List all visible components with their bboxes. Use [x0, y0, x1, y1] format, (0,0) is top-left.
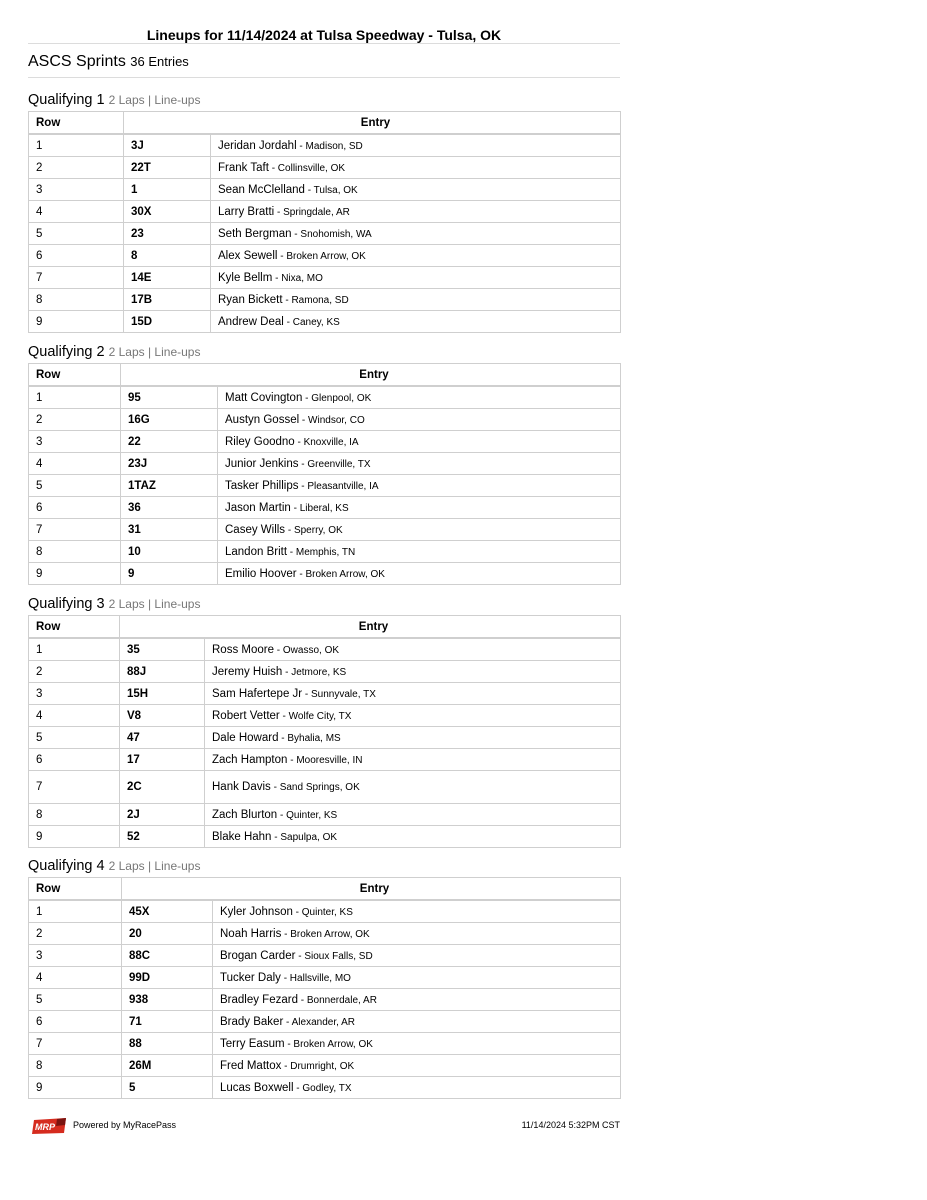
- section-title: Qualifying 1: [28, 92, 105, 108]
- driver-hometown: - Drumright, OK: [281, 1060, 355, 1072]
- car-number: 1TAZ: [121, 475, 218, 497]
- row-number: 2: [29, 923, 122, 945]
- row-number: 5: [29, 727, 120, 749]
- driver-name: Landon Britt: [225, 545, 288, 558]
- row-number: 2: [29, 409, 121, 431]
- row-column-header: Row: [29, 878, 122, 901]
- row-number: 9: [29, 1077, 122, 1099]
- driver-name: Junior Jenkins: [225, 457, 299, 470]
- car-number: 95: [121, 386, 218, 409]
- car-number: V8: [120, 705, 205, 727]
- driver-cell: [205, 705, 621, 727]
- qualifying-section: [28, 594, 620, 848]
- driver-cell: [218, 541, 621, 563]
- driver-hometown: - Tulsa, OK: [304, 184, 358, 196]
- car-number: 10: [121, 541, 218, 563]
- driver-cell: [213, 945, 621, 967]
- driver-name: Zach Hampton: [212, 753, 288, 766]
- section-title: Qualifying 3: [28, 596, 105, 612]
- timestamp: 11/14/2024 5:32PM CST: [521, 1120, 620, 1130]
- driver-hometown: - Broken Arrow, OK: [296, 568, 385, 580]
- table-header-row: [29, 878, 621, 901]
- driver-name: Kyler Johnson: [220, 905, 293, 918]
- row-number: 7: [29, 519, 121, 541]
- driver-cell: [213, 989, 621, 1011]
- row-number: 9: [29, 311, 124, 333]
- row-number: 2: [29, 157, 124, 179]
- lineup-table: [28, 615, 621, 848]
- driver-cell: [213, 923, 621, 945]
- driver-cell: [218, 563, 621, 585]
- driver-cell: [218, 409, 621, 431]
- driver-hometown: - Snohomish, WA: [291, 228, 372, 240]
- car-number: 22T: [124, 157, 211, 179]
- driver-cell: [211, 179, 621, 201]
- driver-cell: [205, 683, 621, 705]
- driver-cell: [205, 638, 621, 661]
- row-number: 4: [29, 705, 120, 727]
- driver-hometown: - Madison, SD: [296, 140, 363, 152]
- driver-cell: [211, 289, 621, 311]
- driver-cell: [211, 134, 621, 157]
- title-divider: [28, 43, 620, 44]
- driver-name: Riley Goodno: [225, 435, 295, 448]
- driver-hometown: - Knoxville, IA: [294, 436, 359, 448]
- car-number: 5: [122, 1077, 213, 1099]
- driver-hometown: - Ramona, SD: [282, 294, 349, 306]
- driver-cell: [211, 245, 621, 267]
- driver-name: Sam Hafertepe Jr: [212, 687, 303, 700]
- driver-name: Ryan Bickett: [218, 293, 283, 306]
- car-number: 35: [120, 638, 205, 661]
- table-row: [29, 804, 621, 826]
- driver-cell: [205, 727, 621, 749]
- table-row: [29, 267, 621, 289]
- row-number: 7: [29, 1033, 122, 1055]
- table-row: [29, 201, 621, 223]
- row-number: 8: [29, 541, 121, 563]
- table-row: [29, 134, 621, 157]
- qualifying-section: [28, 856, 620, 1099]
- car-number: 15H: [120, 683, 205, 705]
- table-header-row: [29, 364, 621, 387]
- driver-name: Brogan Carder: [220, 949, 296, 962]
- driver-name: Tasker Phillips: [225, 479, 299, 492]
- driver-name: Jason Martin: [225, 501, 291, 514]
- driver-cell: [211, 223, 621, 245]
- row-number: 1: [29, 900, 122, 923]
- driver-cell: [211, 311, 621, 333]
- section-heading: [28, 856, 620, 877]
- driver-hometown: - Liberal, KS: [290, 502, 349, 514]
- driver-cell: [213, 967, 621, 989]
- page-title: Lineups for 11/14/2024 at Tulsa Speedway - Tulsa, OK: [146, 27, 502, 43]
- driver-hometown: - Windsor, CO: [299, 414, 365, 426]
- car-number: 1: [124, 179, 211, 201]
- table-row: [29, 519, 621, 541]
- row-number: 1: [29, 134, 124, 157]
- table-row: [29, 289, 621, 311]
- row-number: 3: [29, 683, 120, 705]
- row-number: 9: [29, 563, 121, 585]
- driver-name: Bradley Fezard: [220, 993, 298, 1006]
- driver-name: Jeremy Huish: [212, 665, 283, 678]
- driver-name: Robert Vetter: [212, 709, 280, 722]
- powered-by-text: Powered by MyRacePass: [73, 1120, 177, 1130]
- qualifying-section: [28, 90, 620, 333]
- driver-hometown: - Wolfe City, TX: [279, 710, 352, 722]
- footer: [28, 1113, 620, 1137]
- row-number: 4: [29, 453, 121, 475]
- driver-hometown: - Alexander, AR: [283, 1016, 355, 1028]
- driver-name: Lucas Boxwell: [220, 1081, 294, 1094]
- car-number: 99D: [122, 967, 213, 989]
- table-row: [29, 705, 621, 727]
- row-number: 6: [29, 245, 124, 267]
- table-row: [29, 541, 621, 563]
- driver-name: Hank Davis: [212, 781, 271, 793]
- car-number: 23J: [121, 453, 218, 475]
- driver-name: Austyn Gossel: [225, 413, 300, 426]
- driver-hometown: - Byhalia, MS: [278, 732, 341, 744]
- car-number: 71: [122, 1011, 213, 1033]
- driver-name: Noah Harris: [220, 927, 282, 940]
- myracepass-logo-icon: [30, 1117, 68, 1135]
- car-number: 36: [121, 497, 218, 519]
- driver-cell: [211, 157, 621, 179]
- table-row: [29, 563, 621, 585]
- section-subtitle: 2 Laps | Line-ups: [108, 597, 201, 611]
- driver-cell: [218, 453, 621, 475]
- driver-hometown: - Owasso, OK: [274, 644, 340, 656]
- car-number: 30X: [124, 201, 211, 223]
- table-row: [29, 771, 621, 804]
- driver-cell: [205, 826, 621, 848]
- driver-name: Seth Bergman: [218, 227, 292, 240]
- section-heading: [28, 594, 620, 615]
- entry-column-header: Entry: [122, 878, 621, 901]
- car-number: 16G: [121, 409, 218, 431]
- car-number: 14E: [124, 267, 211, 289]
- table-row: [29, 661, 621, 683]
- driver-hometown: - Sperry, OK: [285, 524, 343, 536]
- driver-hometown: - Quinter, KS: [292, 906, 353, 918]
- row-number: 2: [29, 661, 120, 683]
- car-number: 88J: [120, 661, 205, 683]
- row-number: 4: [29, 201, 124, 223]
- car-number: 9: [121, 563, 218, 585]
- table-row: [29, 311, 621, 333]
- car-number: 88: [122, 1033, 213, 1055]
- qualifying-section: [28, 342, 620, 585]
- driver-cell: [218, 497, 621, 519]
- table-row: [29, 638, 621, 661]
- driver-cell: [205, 804, 621, 826]
- driver-hometown: - Sioux Falls, SD: [295, 950, 373, 962]
- row-number: 6: [29, 497, 121, 519]
- row-number: 6: [29, 1011, 122, 1033]
- driver-hometown: - Broken Arrow, OK: [277, 250, 366, 262]
- driver-name: Zach Blurton: [212, 808, 278, 821]
- table-row: [29, 453, 621, 475]
- row-number: 5: [29, 223, 124, 245]
- driver-name: Sean McClelland: [218, 183, 305, 196]
- driver-cell: [218, 519, 621, 541]
- section-title: Qualifying 4: [28, 858, 105, 874]
- section-heading: [28, 342, 620, 363]
- driver-cell: [205, 771, 621, 804]
- driver-name: Alex Sewell: [218, 249, 278, 262]
- table-row: [29, 1011, 621, 1033]
- driver-cell: [218, 475, 621, 497]
- table-row: [29, 967, 621, 989]
- driver-hometown: - Hallsville, MO: [280, 972, 351, 984]
- car-number: 2C: [120, 771, 205, 804]
- driver-name: Larry Bratti: [218, 205, 275, 218]
- class-divider: [28, 77, 620, 78]
- car-number: 17: [120, 749, 205, 771]
- table-row: [29, 386, 621, 409]
- driver-hometown: - Greenville, TX: [298, 458, 371, 470]
- car-number: 17B: [124, 289, 211, 311]
- driver-hometown: - Glenpool, OK: [302, 392, 372, 404]
- driver-hometown: - Collinsville, OK: [268, 162, 346, 174]
- driver-name: Blake Hahn: [212, 830, 272, 843]
- table-row: [29, 1077, 621, 1099]
- driver-hometown: - Springdale, AR: [274, 206, 350, 218]
- driver-name: Matt Covington: [225, 391, 303, 404]
- row-number: 1: [29, 638, 120, 661]
- table-header-row: [29, 616, 621, 639]
- row-number: 7: [29, 267, 124, 289]
- driver-hometown: - Pleasantville, IA: [298, 480, 379, 492]
- driver-cell: [213, 1055, 621, 1077]
- row-column-header: Row: [29, 616, 120, 639]
- row-number: 3: [29, 179, 124, 201]
- driver-hometown: - Bonnerdale, AR: [297, 994, 377, 1006]
- driver-hometown: - Broken Arrow, OK: [281, 928, 370, 940]
- table-row: [29, 497, 621, 519]
- driver-hometown: - Jetmore, KS: [282, 666, 347, 678]
- driver-name: Casey Wills: [225, 523, 286, 536]
- section-subtitle: 2 Laps | Line-ups: [108, 93, 201, 107]
- driver-hometown: - Memphis, TN: [287, 546, 356, 558]
- driver-hometown: - Sand Springs, OK: [270, 782, 360, 793]
- driver-name: Tucker Daly: [220, 971, 281, 984]
- lineup-table: [28, 111, 621, 333]
- lineup-table: [28, 877, 621, 1099]
- car-number: 26M: [122, 1055, 213, 1077]
- table-row: [29, 683, 621, 705]
- driver-hometown: - Sunnyvale, TX: [302, 688, 376, 700]
- car-number: 2J: [120, 804, 205, 826]
- car-number: 45X: [122, 900, 213, 923]
- table-row: [29, 923, 621, 945]
- driver-cell: [218, 431, 621, 453]
- driver-name: Emilio Hoover: [225, 567, 297, 580]
- driver-hometown: - Sapulpa, OK: [271, 831, 338, 843]
- driver-name: Ross Moore: [212, 643, 274, 656]
- table-row: [29, 223, 621, 245]
- row-number: 3: [29, 431, 121, 453]
- row-number: 4: [29, 967, 122, 989]
- row-number: 5: [29, 989, 122, 1011]
- table-header-row: [29, 112, 621, 135]
- lineup-table: [28, 363, 621, 585]
- car-number: 938: [122, 989, 213, 1011]
- table-row: [29, 245, 621, 267]
- driver-cell: [213, 1077, 621, 1099]
- table-row: [29, 989, 621, 1011]
- section-heading: [28, 90, 620, 111]
- table-row: [29, 431, 621, 453]
- class-heading: [28, 53, 189, 71]
- table-row: [29, 157, 621, 179]
- driver-name: Frank Taft: [218, 161, 269, 174]
- car-number: 52: [120, 826, 205, 848]
- car-number: 23: [124, 223, 211, 245]
- driver-cell: [218, 386, 621, 409]
- car-number: 47: [120, 727, 205, 749]
- table-row: [29, 945, 621, 967]
- row-number: 8: [29, 1055, 122, 1077]
- driver-cell: [213, 900, 621, 923]
- driver-cell: [211, 201, 621, 223]
- driver-hometown: - Quinter, KS: [277, 809, 338, 821]
- driver-hometown: - Broken Arrow, OK: [284, 1038, 373, 1050]
- driver-hometown: - Godley, TX: [293, 1082, 352, 1094]
- section-title: Qualifying 2: [28, 344, 105, 360]
- row-number: 7: [29, 771, 120, 804]
- table-row: [29, 727, 621, 749]
- entry-column-header: Entry: [120, 616, 621, 639]
- class-entries: 36 Entries: [130, 54, 189, 69]
- table-row: [29, 826, 621, 848]
- table-row: [29, 900, 621, 923]
- row-number: 8: [29, 289, 124, 311]
- entry-column-header: Entry: [124, 112, 621, 135]
- svg-text:MRP: MRP: [35, 1122, 55, 1132]
- driver-name: Brady Baker: [220, 1015, 284, 1028]
- driver-name: Jeridan Jordahl: [218, 139, 297, 152]
- row-number: 6: [29, 749, 120, 771]
- driver-name: Kyle Bellm: [218, 271, 273, 284]
- section-subtitle: 2 Laps | Line-ups: [108, 345, 201, 359]
- driver-name: Andrew Deal: [218, 315, 284, 328]
- driver-hometown: - Caney, KS: [283, 316, 340, 328]
- table-row: [29, 1033, 621, 1055]
- driver-name: Fred Mattox: [220, 1059, 282, 1072]
- entry-column-header: Entry: [121, 364, 621, 387]
- row-number: 5: [29, 475, 121, 497]
- driver-name: Terry Easum: [220, 1037, 285, 1050]
- table-row: [29, 179, 621, 201]
- table-row: [29, 409, 621, 431]
- car-number: 22: [121, 431, 218, 453]
- driver-hometown: - Mooresville, IN: [287, 754, 363, 766]
- driver-cell: [205, 749, 621, 771]
- row-number: 3: [29, 945, 122, 967]
- table-row: [29, 749, 621, 771]
- driver-cell: [205, 661, 621, 683]
- class-name: ASCS Sprints: [28, 53, 126, 70]
- driver-hometown: - Nixa, MO: [272, 272, 323, 284]
- row-column-header: Row: [29, 112, 124, 135]
- car-number: 31: [121, 519, 218, 541]
- car-number: 20: [122, 923, 213, 945]
- driver-cell: [211, 267, 621, 289]
- driver-name: Dale Howard: [212, 731, 279, 744]
- car-number: 8: [124, 245, 211, 267]
- car-number: 88C: [122, 945, 213, 967]
- table-row: [29, 1055, 621, 1077]
- row-number: 1: [29, 386, 121, 409]
- row-number: 8: [29, 804, 120, 826]
- row-column-header: Row: [29, 364, 121, 387]
- section-subtitle: 2 Laps | Line-ups: [108, 859, 201, 873]
- row-number: 9: [29, 826, 120, 848]
- car-number: 3J: [124, 134, 211, 157]
- car-number: 15D: [124, 311, 211, 333]
- driver-cell: [213, 1033, 621, 1055]
- table-row: [29, 475, 621, 497]
- driver-cell: [213, 1011, 621, 1033]
